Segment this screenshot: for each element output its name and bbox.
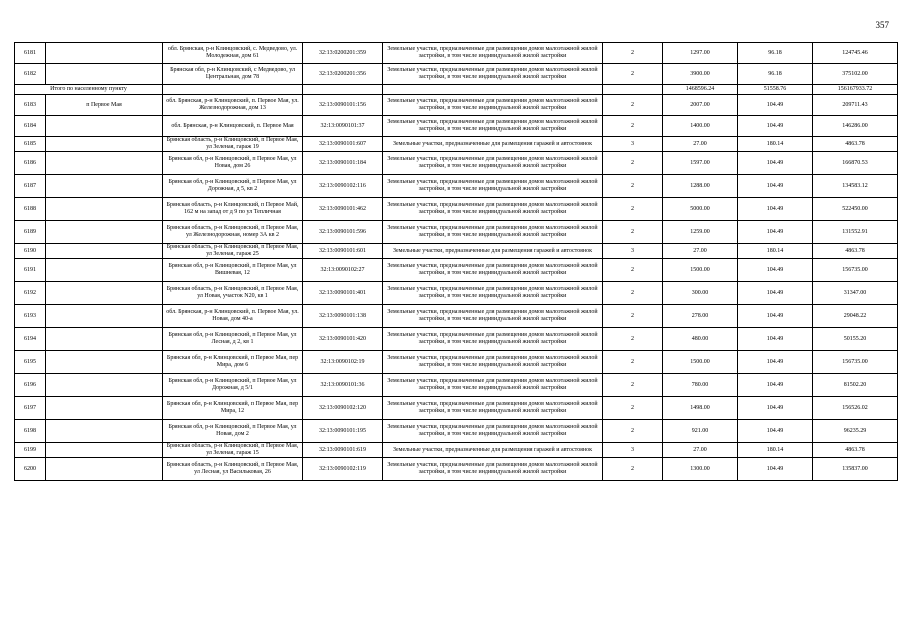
row-number: 6193 [15, 305, 46, 328]
group-cell: 2 [603, 175, 663, 198]
land-use-cell: Земельные участки, предназначенные для размещения домов малоэтажной жилой застройки, в том числе индивидуальной жилой застройки [383, 116, 603, 137]
cadastral-number-cell: 32:13:0090101:36 [303, 374, 383, 397]
land-use-cell: Земельные участки, предназначенные для размещения домов малоэтажной жилой застройки, в том числе индивидуальной жилой застройки [383, 43, 603, 64]
specific-value-cell: 104.49 [738, 305, 813, 328]
area-cell: 1500.00 [663, 351, 738, 374]
area-cell: 1300.00 [663, 458, 738, 481]
locality-cell [46, 152, 163, 175]
cadastral-value-cell: 156735.00 [813, 351, 898, 374]
cadastral-number-cell: 32:13:0090101:462 [303, 198, 383, 221]
cadastral-number-cell: 32:13:0090102:120 [303, 397, 383, 420]
land-use-cell: Земельные участки, предназначенные для размещения домов малоэтажной жилой застройки, в том числе индивидуальной жилой застройки [383, 282, 603, 305]
address-cell: Брянская область, р-н Клинцовский, п Первое Мая, ул Лесная, ул Васильковая, 26 [163, 458, 303, 481]
cadastral-number-cell: 32:13:0090101:195 [303, 420, 383, 443]
land-use-cell: Земельные участки, предназначенные для размещения домов малоэтажной жилой застройки, в том числе индивидуальной жилой застройки [383, 64, 603, 85]
table-body [15, 43, 898, 481]
area-cell: 480.00 [663, 328, 738, 351]
area-cell: 1500.00 [663, 259, 738, 282]
area-cell: 1597.00 [663, 152, 738, 175]
table-row [15, 420, 898, 443]
table-row [15, 259, 898, 282]
empty-cell [303, 85, 383, 95]
locality-cell [46, 397, 163, 420]
table-row [15, 198, 898, 221]
group-cell: 2 [603, 152, 663, 175]
locality-cell [46, 458, 163, 481]
total-label: Итого по населенному пункту [15, 85, 163, 95]
specific-value-cell: 104.49 [738, 328, 813, 351]
table-row [15, 137, 898, 152]
land-use-cell: Земельные участки, предназначенные для размещения домов малоэтажной жилой застройки, в том числе индивидуальной жилой застройки [383, 328, 603, 351]
cadastral-number-cell: 32:13:0090102:119 [303, 458, 383, 481]
specific-value-cell: 104.49 [738, 95, 813, 116]
land-use-cell: Земельные участки, предназначенные для размещения гаражей и автостоянок [383, 443, 603, 458]
area-cell: 27.00 [663, 244, 738, 259]
locality-cell [46, 137, 163, 152]
group-cell: 2 [603, 374, 663, 397]
address-cell: Брянская область, р-н Клинцовский, п Первое Мая, ул Зеленая, гараж 19 [163, 137, 303, 152]
table-row [15, 458, 898, 481]
land-use-cell: Земельные участки, предназначенные для размещения домов малоэтажной жилой застройки, в том числе индивидуальной жилой застройки [383, 198, 603, 221]
locality-cell [46, 43, 163, 64]
row-number: 6188 [15, 198, 46, 221]
area-cell: 27.00 [663, 137, 738, 152]
group-cell: 2 [603, 95, 663, 116]
table-row [15, 397, 898, 420]
cadastral-value-cell: 29048.22 [813, 305, 898, 328]
cadastral-number-cell: 32:13:0090101:138 [303, 305, 383, 328]
row-number: 6181 [15, 43, 46, 64]
cadastral-value-table [14, 42, 898, 481]
table-row [15, 64, 898, 85]
address-cell: Брянская обл, р-н Клинцовский, п Первое Мая, пер Мира, 12 [163, 397, 303, 420]
group-cell: 3 [603, 137, 663, 152]
cadastral-number-cell: 32:13:0090101:420 [303, 328, 383, 351]
cadastral-value-cell: 156735.00 [813, 259, 898, 282]
locality-cell [46, 305, 163, 328]
address-cell: Брянская обл, р-н Клинцовский, с Медведово, ул Центральная, дом 78 [163, 64, 303, 85]
group-cell: 2 [603, 351, 663, 374]
land-use-cell: Земельные участки, предназначенные для размещения домов малоэтажной жилой застройки, в том числе индивидуальной жилой застройки [383, 397, 603, 420]
cadastral-value-cell: 124745.46 [813, 43, 898, 64]
land-use-cell: Земельные участки, предназначенные для размещения домов малоэтажной жилой застройки, в том числе индивидуальной жилой застройки [383, 152, 603, 175]
locality-cell [46, 282, 163, 305]
specific-value-cell: 104.49 [738, 221, 813, 244]
specific-value-cell: 104.49 [738, 282, 813, 305]
locality-label: п Первое Мая [46, 95, 163, 116]
cadastral-number-cell: 32:13:0090102:27 [303, 259, 383, 282]
cadastral-number-cell: 32:13:0200201:359 [303, 43, 383, 64]
group-cell: 2 [603, 116, 663, 137]
group-cell: 2 [603, 43, 663, 64]
address-cell: обл. Брянская, р-н Клинцовский, п. Первое Мая, ул. Железнодорожная, дом 13 [163, 95, 303, 116]
address-cell: Брянская область, р-н Клинцовский, п Первое Мая, ул Новая, участок N20, кв 1 [163, 282, 303, 305]
cadastral-number-cell: 32:13:0090101:401 [303, 282, 383, 305]
land-use-cell: Земельные участки, предназначенные для размещения гаражей и автостоянок [383, 137, 603, 152]
group-cell: 2 [603, 259, 663, 282]
area-cell: 921.00 [663, 420, 738, 443]
cadastral-number-cell: 32:13:0090101:37 [303, 116, 383, 137]
locality-cell [46, 351, 163, 374]
locality-cell [46, 420, 163, 443]
area-cell: 780.00 [663, 374, 738, 397]
table-row [15, 175, 898, 198]
locality-total-row [15, 85, 898, 95]
area-cell: 278.00 [663, 305, 738, 328]
area-cell: 1498.00 [663, 397, 738, 420]
row-number: 6191 [15, 259, 46, 282]
locality-cell [46, 64, 163, 85]
address-cell: Брянская обл, р-н Клинцовский, п Первое Мая, ул Лесная, д 2, кв 1 [163, 328, 303, 351]
land-use-cell: Земельные участки, предназначенные для размещения гаражей и автостоянок [383, 244, 603, 259]
specific-value-cell: 180.14 [738, 443, 813, 458]
group-cell: 2 [603, 221, 663, 244]
address-cell: Брянская обл, р-н Клинцовский, п Первое Мая, ул Дорожная, д 5, кв 2 [163, 175, 303, 198]
address-cell: обл. Брянская, р-н Клинцовский, п. Первое Мая [163, 116, 303, 137]
address-cell: обл. Брянская, р-н Клинцовский, с. Медведово, ул. Молодежная, дом 61 [163, 43, 303, 64]
specific-value-cell: 104.49 [738, 458, 813, 481]
cadastral-value-cell: 4863.78 [813, 244, 898, 259]
row-number: 6183 [15, 95, 46, 116]
table-row [15, 244, 898, 259]
address-cell: Брянская обл, р-н Клинцовский, п Первое Мая, пер Мира, дом 6 [163, 351, 303, 374]
specific-value-cell: 104.49 [738, 351, 813, 374]
land-use-cell: Земельные участки, предназначенные для размещения домов малоэтажной жилой застройки, в том числе индивидуальной жилой застройки [383, 374, 603, 397]
row-number: 6184 [15, 116, 46, 137]
area-cell: 1259.00 [663, 221, 738, 244]
cadastral-number-cell: 32:13:0200201:356 [303, 64, 383, 85]
row-number: 6196 [15, 374, 46, 397]
specific-value-cell: 104.49 [738, 152, 813, 175]
cadastral-number-cell: 32:13:0090101:156 [303, 95, 383, 116]
land-use-cell: Земельные участки, предназначенные для размещения домов малоэтажной жилой застройки, в том числе индивидуальной жилой застройки [383, 351, 603, 374]
land-use-cell: Земельные участки, предназначенные для размещения домов малоэтажной жилой застройки, в том числе индивидуальной жилой застройки [383, 259, 603, 282]
address-cell: Брянская область, р-н Клинцовский, п Первое Май, 162 м на запад от д 9 по ул Тепличная [163, 198, 303, 221]
row-number: 6186 [15, 152, 46, 175]
area-cell: 5000.00 [663, 198, 738, 221]
group-cell: 2 [603, 328, 663, 351]
total-area: 1468596.24 [663, 85, 738, 95]
table-row [15, 43, 898, 64]
locality-cell [46, 175, 163, 198]
address-cell: Брянская область, р-н Клинцовский, п Первое Мая, ул Зеленая, гараж 15 [163, 443, 303, 458]
specific-value-cell: 104.49 [738, 259, 813, 282]
address-cell: обл. Брянская, р-н Клинцовский, п. Первое Мая, ул. Новая, дом 40-а [163, 305, 303, 328]
group-cell: 2 [603, 198, 663, 221]
area-cell: 1297.00 [663, 43, 738, 64]
specific-value-cell: 104.49 [738, 420, 813, 443]
cadastral-value-cell: 131552.91 [813, 221, 898, 244]
locality-cell [46, 221, 163, 244]
row-number: 6185 [15, 137, 46, 152]
empty-cell [163, 85, 303, 95]
group-cell: 3 [603, 443, 663, 458]
table-row [15, 221, 898, 244]
group-cell: 2 [603, 305, 663, 328]
locality-cell [46, 259, 163, 282]
cadastral-value-cell: 31347.00 [813, 282, 898, 305]
locality-cell [46, 116, 163, 137]
table-row [15, 351, 898, 374]
table-row [15, 152, 898, 175]
area-cell: 3900.00 [663, 64, 738, 85]
cadastral-value-cell: 134583.12 [813, 175, 898, 198]
table-row [15, 443, 898, 458]
locality-cell [46, 374, 163, 397]
empty-cell [383, 85, 603, 95]
specific-value-cell: 104.49 [738, 198, 813, 221]
cadastral-value-cell: 146286.00 [813, 116, 898, 137]
cadastral-value-cell: 135837.00 [813, 458, 898, 481]
table-row [15, 116, 898, 137]
specific-value-cell: 104.49 [738, 175, 813, 198]
address-cell: Брянская область, р-н Клинцовский, п Первое Мая, ул Зеленая, гараж 25 [163, 244, 303, 259]
row-number: 6190 [15, 244, 46, 259]
empty-cell [603, 85, 663, 95]
cadastral-number-cell: 32:13:0090101:596 [303, 221, 383, 244]
land-use-cell: Земельные участки, предназначенные для размещения домов малоэтажной жилой застройки, в том числе индивидуальной жилой застройки [383, 305, 603, 328]
cadastral-value-cell: 375102.00 [813, 64, 898, 85]
row-number: 6199 [15, 443, 46, 458]
row-number: 6189 [15, 221, 46, 244]
cadastral-number-cell: 32:13:0090101:601 [303, 244, 383, 259]
area-cell: 1400.00 [663, 116, 738, 137]
group-cell: 2 [603, 282, 663, 305]
cadastral-number-cell: 32:13:0090101:619 [303, 443, 383, 458]
cadastral-value-cell: 522450.00 [813, 198, 898, 221]
locality-cell [46, 443, 163, 458]
cadastral-number-cell: 32:13:0090102:19 [303, 351, 383, 374]
row-number: 6194 [15, 328, 46, 351]
table-row [15, 282, 898, 305]
group-cell: 2 [603, 458, 663, 481]
address-cell: Брянская обл, р-н Клинцовский, п Первое Мая, ул Дорожная, д 5/1 [163, 374, 303, 397]
cadastral-value-cell: 209711.43 [813, 95, 898, 116]
group-cell: 2 [603, 397, 663, 420]
cadastral-value-cell: 4863.78 [813, 443, 898, 458]
cadastral-value-cell: 96235.29 [813, 420, 898, 443]
row-number: 6192 [15, 282, 46, 305]
cadastral-number-cell: 32:13:0090102:116 [303, 175, 383, 198]
specific-value-cell: 96.18 [738, 43, 813, 64]
land-use-cell: Земельные участки, предназначенные для размещения домов малоэтажной жилой застройки, в том числе индивидуальной жилой застройки [383, 221, 603, 244]
row-number: 6182 [15, 64, 46, 85]
cadastral-value-cell: 156526.02 [813, 397, 898, 420]
specific-value-cell: 104.49 [738, 116, 813, 137]
row-number: 6197 [15, 397, 46, 420]
address-cell: Брянская обл, р-н Клинцовский, п Первое Мая, ул Новая, дом 26 [163, 152, 303, 175]
specific-value-cell: 180.14 [738, 244, 813, 259]
specific-value-cell: 180.14 [738, 137, 813, 152]
land-use-cell: Земельные участки, предназначенные для размещения домов малоэтажной жилой застройки, в том числе индивидуальной жилой застройки [383, 458, 603, 481]
locality-cell [46, 328, 163, 351]
land-use-cell: Земельные участки, предназначенные для размещения домов малоэтажной жилой застройки, в том числе индивидуальной жилой застройки [383, 95, 603, 116]
address-cell: Брянская обл, р-н Клинцовский, п Первое Мая, ул Новая, дом 2 [163, 420, 303, 443]
page-number: 357 [875, 20, 889, 30]
area-cell: 300.00 [663, 282, 738, 305]
address-cell: Брянская область, р-н Клинцовский, п Первое Мая, ул Железнодорожная, номер 3А кв 2 [163, 221, 303, 244]
specific-value-cell: 104.49 [738, 374, 813, 397]
row-number: 6198 [15, 420, 46, 443]
table-row [15, 305, 898, 328]
table-row [15, 328, 898, 351]
specific-value-cell: 96.18 [738, 64, 813, 85]
total-cadastral-value: 156167933.72 [813, 85, 898, 95]
address-cell: Брянская обл, р-н Клинцовский, п Первое Мая, ул Вишневая, 12 [163, 259, 303, 282]
row-number: 6187 [15, 175, 46, 198]
locality-cell [46, 244, 163, 259]
table-row [15, 374, 898, 397]
area-cell: 2007.00 [663, 95, 738, 116]
group-cell: 2 [603, 420, 663, 443]
cadastral-number-cell: 32:13:0090101:607 [303, 137, 383, 152]
land-use-cell: Земельные участки, предназначенные для размещения домов малоэтажной жилой застройки, в том числе индивидуальной жилой застройки [383, 420, 603, 443]
row-number: 6195 [15, 351, 46, 374]
group-cell: 2 [603, 64, 663, 85]
locality-cell [46, 198, 163, 221]
cadastral-value-cell: 166870.53 [813, 152, 898, 175]
group-cell: 3 [603, 244, 663, 259]
area-cell: 27.00 [663, 443, 738, 458]
cadastral-value-cell: 50155.20 [813, 328, 898, 351]
total-specific-value: 51558.76 [738, 85, 813, 95]
table-row [15, 95, 898, 116]
specific-value-cell: 104.49 [738, 397, 813, 420]
land-use-cell: Земельные участки, предназначенные для размещения домов малоэтажной жилой застройки, в том числе индивидуальной жилой застройки [383, 175, 603, 198]
row-number: 6200 [15, 458, 46, 481]
cadastral-number-cell: 32:13:0090101:184 [303, 152, 383, 175]
cadastral-value-cell: 81502.20 [813, 374, 898, 397]
area-cell: 1288.00 [663, 175, 738, 198]
cadastral-value-cell: 4863.78 [813, 137, 898, 152]
